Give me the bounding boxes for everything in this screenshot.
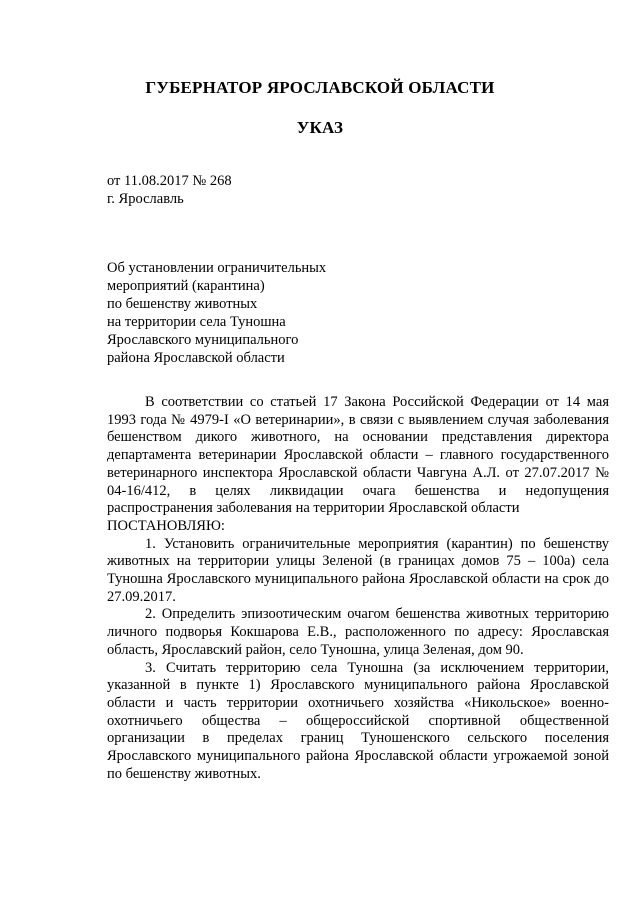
issuer-title: ГУБЕРНАТОР ЯРОСЛАВСКОЙ ОБЛАСТИ (145, 78, 495, 97)
subject-line: по бешенству животных (107, 296, 258, 312)
item-paragraph-1: 1. Установить ограничительные мероприятия (карантин) по бешенству животных на территории улицы Зеленой (в границах домов 75 – 100а) села Туношна Ярославского муниципального района Ярославской области на срок до 27.09.2017. (107, 535, 609, 605)
item-paragraph-3: 3. Считать территорию села Туношна (за исключением территории, указанной в пункте 1) Ярославского муниципального района Ярославской области и часть территории охотничьего хозяйства «Никольское» военно-охотничьего общества – общероссийской спортивной общественной организации в пределах границ Туношенского сельского поселения Ярославского муниципального района Ярославской области угрожаемой зоной по бешенству животных. (107, 659, 609, 782)
document-subject (107, 259, 326, 367)
decree-word: ПОСТАНОВЛЯЮ: (107, 517, 225, 534)
document-type-title: УКАЗ (296, 118, 344, 137)
preamble-paragraph: В соответствии со статьей 17 Закона Российской Федерации от 14 мая 1993 года № 4979-I «О ветеринарии», в связи с выявлением случая заболевания бешенством дикого животного, на основании представления директора департамента ветеринарии Ярославской области – главного государственного ветеринарного инспектора Ярославской области Чавгуна А.Л. от 27.07.2017 № 04-16/412, в целях ликвидации очага бешенства и недопущения распространения заболевания на территории Ярославской области (107, 394, 609, 517)
subject-line: Ярославского муниципального (107, 332, 299, 348)
item-paragraph-2: 2. Определить эпизоотическим очагом бешенства животных территорию личного подворья Кокшарова Е.В., расположенного по адресу: Ярославская область, Ярославский район, село Туношна, улица Зеленая, дом 90. (107, 606, 609, 658)
date-number: от 11.08.2017 № 268 (107, 173, 232, 189)
document-body (107, 394, 609, 783)
document-meta (107, 172, 232, 208)
city: г. Ярославль (107, 191, 184, 207)
subject-line: района Ярославской области (107, 350, 285, 366)
subject-line: Об установлении ограничительных (107, 260, 327, 276)
subject-line: мероприятий (карантина) (107, 278, 265, 294)
subject-line: на территории села Туношна (107, 314, 286, 330)
